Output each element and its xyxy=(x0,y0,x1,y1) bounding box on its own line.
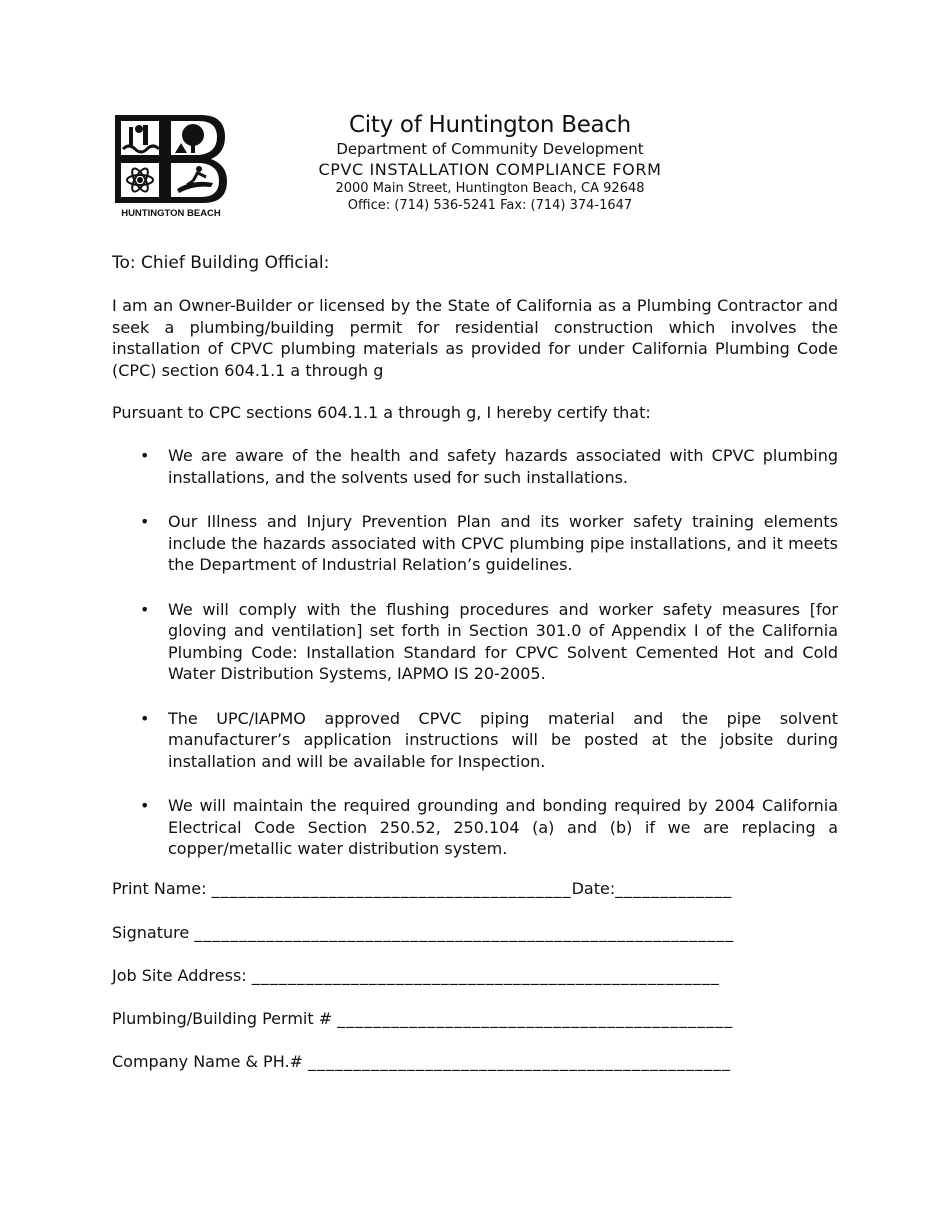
list-item-text: We are aware of the health and safety hazards associated with CPVC plumbing installations, and the solvents used for such installations. xyxy=(168,446,838,487)
department-name: Department of Community Development xyxy=(336,140,644,158)
signature-field[interactable]: ____________________________________________________________ xyxy=(194,923,735,942)
bullet-icon: • xyxy=(140,599,150,619)
permit-field[interactable]: ____________________________________________ xyxy=(337,1009,734,1028)
print-name-field[interactable]: ________________________________________ xyxy=(211,879,572,898)
intro-paragraph: I am an Owner-Builder or licensed by the State of California as a Plumbing Contractor and seek a plumbing/building permit for residential construction which involves the installation of CPVC plumbing materials as provided for under California Plumbing Code (CPC) section 604.1.1 a through g xyxy=(112,296,838,380)
job-site-field[interactable]: ____________________________________________________ xyxy=(251,966,720,985)
date-label: Date: xyxy=(571,879,616,898)
huntington-beach-logo xyxy=(113,113,229,219)
certify-paragraph: Pursuant to CPC sections 604.1.1 a through g, I hereby certify that: xyxy=(112,403,651,422)
print-name-label: Print Name: xyxy=(112,879,207,898)
bullet-icon: • xyxy=(140,512,150,531)
signature-label: Signature xyxy=(112,923,190,942)
bullet-icon: • xyxy=(140,796,150,815)
list-item-text: We will maintain the required grounding and bonding required by 2004 California Electrical Code Section 250.52, 250.104 (a) and (b) if we are replacing a copper/metallic water distribution system. xyxy=(168,796,838,858)
job-site-row xyxy=(112,965,720,987)
city-title: City of Huntington Beach xyxy=(349,112,631,138)
signature-row xyxy=(112,922,734,944)
date-field[interactable]: _____________ xyxy=(615,879,733,898)
contact-info: Office: (714) 536-5241 Fax: (714) 374-1647 xyxy=(347,198,633,213)
bullet-icon: • xyxy=(140,446,150,465)
company-row xyxy=(112,1051,731,1073)
company-label: Company Name & PH.# xyxy=(112,1052,303,1071)
letterhead xyxy=(290,110,690,214)
list-item-text: The UPC/IAPMO approved CPVC piping material and the pipe solvent manufacturer’s application instructions will be posted at the jobsite during installation and will be available for Inspection. xyxy=(168,708,838,771)
certification-list xyxy=(140,445,838,860)
company-field[interactable]: _______________________________________________ xyxy=(308,1052,732,1071)
logo-text: HUNTINGTON BEACH xyxy=(121,208,221,219)
list-item xyxy=(140,599,838,685)
list-item xyxy=(140,511,838,576)
permit-row xyxy=(112,1008,733,1030)
salutation: To: Chief Building Official: xyxy=(112,253,330,273)
address: 2000 Main Street, Huntington Beach, CA 92648 xyxy=(335,181,645,196)
list-item xyxy=(140,445,838,488)
bullet-icon: • xyxy=(140,708,150,728)
print-name-row xyxy=(112,878,732,900)
form-name: CPVC INSTALLATION COMPLIANCE FORM xyxy=(318,160,662,179)
permit-label: Plumbing/Building Permit # xyxy=(112,1009,333,1028)
job-site-label: Job Site Address: xyxy=(112,966,247,985)
list-item-text: We will comply with the flushing procedures and worker safety measures [for gloving and ventilation] set forth in Section 301.0 of Appendix I of the California Plumbing Code: Installation Standard for CPVC Solvent Cemented Hot and Cold Water Distribution Systems, IAPMO IS 20-2005. xyxy=(168,599,838,683)
list-item xyxy=(140,795,838,860)
list-item-text: Our Illness and Injury Prevention Plan and its worker safety training elements include the hazards associated with CPVC plumbing pipe installations, and it meets the Department of Industrial Relation’s guidelines. xyxy=(168,512,838,574)
list-item xyxy=(140,708,838,773)
